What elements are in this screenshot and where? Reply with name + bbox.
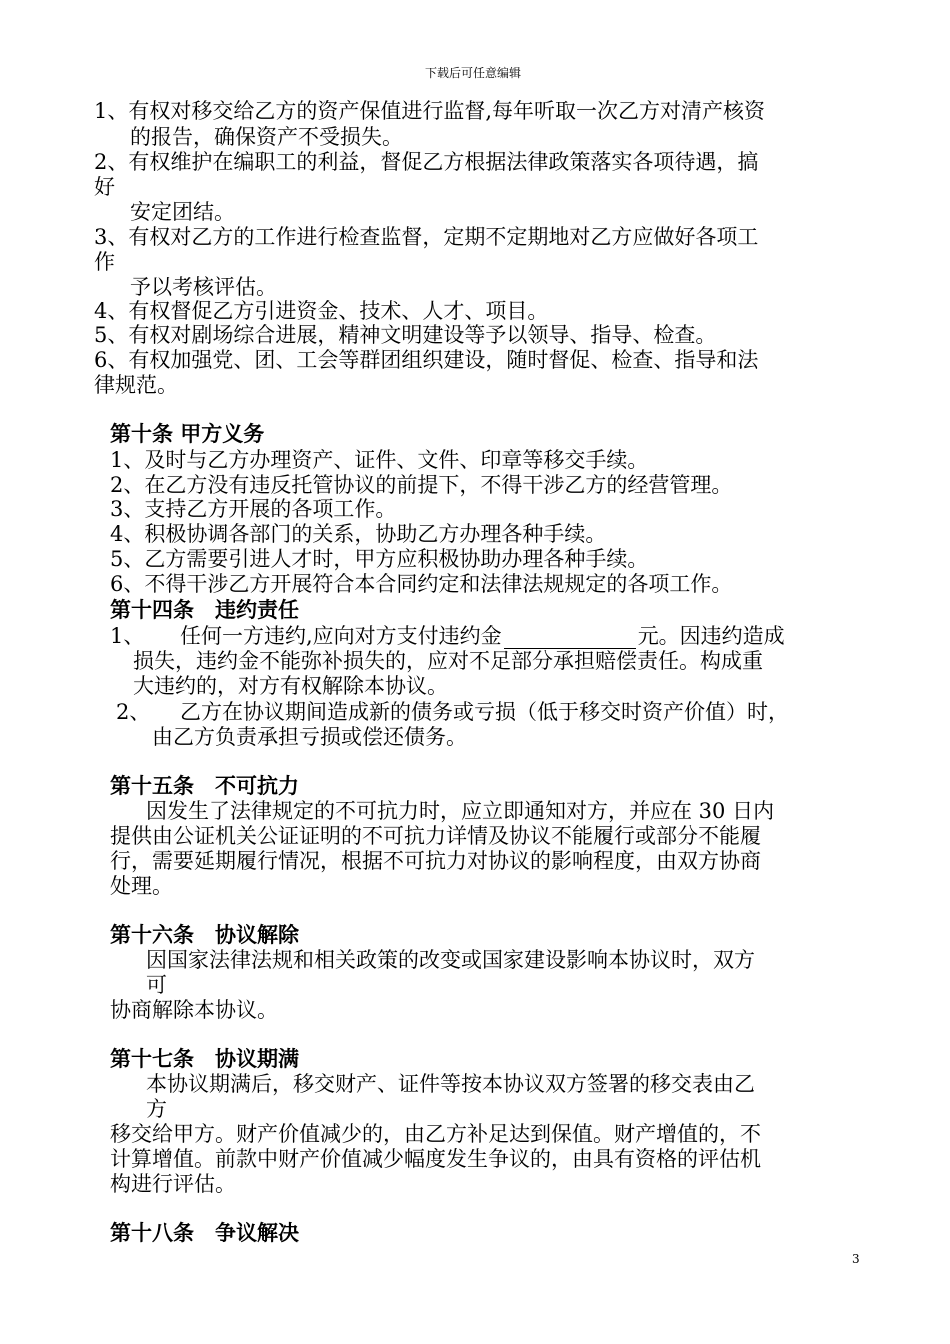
article-17-paragraph-line-5: 构进行评估。 bbox=[110, 1172, 236, 1196]
rights-item-2: 2、有权维护在编职工的利益，督促乙方根据法律政策落实各项待遇，搞 bbox=[94, 150, 759, 174]
rights-item-2-wrap: 好 bbox=[94, 175, 115, 199]
rights-item-1-cont: 的报告，确保资产不受损失。 bbox=[130, 125, 403, 149]
rights-item-1: 1、有权对移交给乙方的资产保值进行监督,每年听取一次乙方对清产核资 bbox=[94, 99, 766, 123]
article-15-heading: 第十五条 不可抗力 bbox=[110, 773, 299, 798]
article-10-heading: 第十条 甲方义务 bbox=[110, 421, 265, 446]
rights-item-3: 3、有权对乙方的工作进行检查监督，定期不定期地对乙方应做好各项工 bbox=[94, 225, 759, 249]
article-16-paragraph-line-1: 因国家法律法规和相关政策的改变或国家建设影响本协议时，双方 bbox=[146, 948, 755, 972]
article-16-paragraph-line-3: 协商解除本协议。 bbox=[110, 998, 278, 1022]
article-14-item-2: 乙方在协议期间造成新的债务或亏损（低于移交时资产价值）时， bbox=[180, 700, 789, 724]
article-14-item-2-number: 2、 bbox=[116, 700, 151, 724]
article-10-item-3: 3、支持乙方开展的各项工作。 bbox=[110, 497, 397, 521]
article-17-paragraph-line-1: 本协议期满后，移交财产、证件等按本协议双方签署的移交表由乙 bbox=[146, 1072, 755, 1096]
article-17-paragraph-line-4: 计算增值。前款中财产价值减少幅度发生争议的，由具有资格的评估机 bbox=[110, 1147, 761, 1171]
article-18-heading: 第十八条 争议解决 bbox=[110, 1220, 299, 1245]
rights-item-6-cont: 律规范。 bbox=[94, 373, 178, 397]
rights-item-3-cont: 予以考核评估。 bbox=[130, 275, 277, 299]
article-17-paragraph-line-3: 移交给甲方。财产价值减少的，由乙方补足达到保值。财产增值的，不 bbox=[110, 1122, 761, 1146]
page-number: 3 bbox=[852, 1252, 860, 1266]
article-10-item-4: 4、积极协调各部门的关系，协助乙方办理各种手续。 bbox=[110, 522, 607, 546]
article-15-paragraph-line-1: 因发生了法律规定的不可抗力时，应立即通知对方，并应在 30 日内 bbox=[146, 799, 775, 823]
article-14-item-1-text: 任何一方违约,应向对方支付违约金 bbox=[180, 624, 502, 648]
article-15-paragraph-line-2: 提供由公证机关公证证明的不可抗力详情及协议不能履行或部分不能履 bbox=[110, 824, 761, 848]
article-14-item-2-cont: 由乙方负责承担亏损或偿还债务。 bbox=[152, 725, 467, 749]
article-10-item-5: 5、乙方需要引进人才时，甲方应积极协助办理各种手续。 bbox=[110, 547, 649, 571]
article-10-item-2: 2、在乙方没有违反托管协议的前提下，不得干涉乙方的经营管理。 bbox=[110, 473, 733, 497]
article-10-item-1: 1、及时与乙方办理资产、证件、文件、印章等移交手续。 bbox=[110, 448, 649, 472]
article-14-item-1-text-after: 元。因违约造成 bbox=[637, 624, 785, 648]
article-16-paragraph-line-2: 可 bbox=[146, 973, 167, 997]
rights-item-5: 5、有权对剧场综合进展，精神文明建设等予以领导、指导、检查。 bbox=[94, 323, 717, 347]
article-15-paragraph-line-4: 处理。 bbox=[110, 874, 173, 898]
penalty-amount-blank bbox=[504, 628, 636, 649]
rights-item-2-cont: 安定团结。 bbox=[130, 200, 235, 224]
article-10-item-6: 6、不得干涉乙方开展符合本合同约定和法律法规规定的各项工作。 bbox=[110, 572, 733, 596]
article-17-paragraph-line-2: 方 bbox=[146, 1097, 167, 1121]
article-17-heading: 第十七条 协议期满 bbox=[110, 1046, 299, 1071]
article-15-paragraph-line-3: 行，需要延期履行情况，根据不可抗力对协议的影响程度，由双方协商 bbox=[110, 849, 761, 873]
rights-item-6: 6、有权加强党、团、工会等群团组织建设，随时督促、检查、指导和法 bbox=[94, 348, 759, 372]
article-14-item-1 bbox=[180, 623, 785, 649]
article-14-item-1-cont: 损失，违约金不能弥补损失的，应对不足部分承担赔偿责任。构成重 bbox=[133, 649, 763, 673]
article-16-heading: 第十六条 协议解除 bbox=[110, 922, 299, 947]
article-14-heading: 第十四条 违约责任 bbox=[110, 597, 299, 622]
page-header: 下载后可任意编辑 bbox=[425, 66, 522, 80]
rights-item-3-wrap: 作 bbox=[94, 250, 115, 274]
article-14-item-1-number: 1、 bbox=[110, 624, 145, 648]
article-14-item-1-cont-2: 大违约的，对方有权解除本协议。 bbox=[133, 674, 448, 698]
rights-item-4: 4、有权督促乙方引进资金、技术、人才、项目。 bbox=[94, 299, 549, 323]
